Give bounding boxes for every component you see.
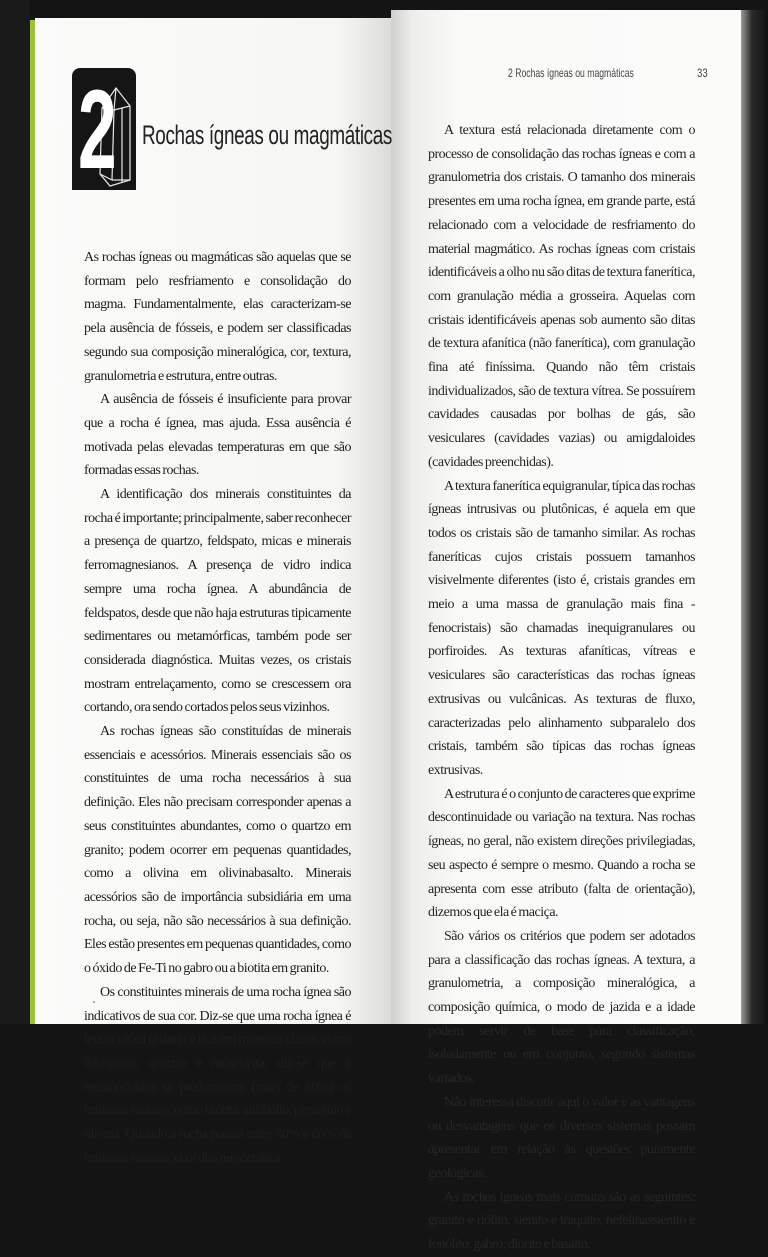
left-text-column bbox=[84, 246, 351, 1170]
paragraph: São vários os critérios que podem ser adotados para a classificação das rochas ígneas. A textura, a granulometria, a composição mineralógica, a composição química, o modo de jazida e a idade podem servir de base para classificação, isoladamente ou em conjunto, segundo sistemas variados. bbox=[428, 928, 695, 1087]
book-edge bbox=[0, 0, 30, 1024]
chapter-number-badge bbox=[72, 68, 136, 190]
right-text-column bbox=[428, 119, 695, 1257]
paragraph: As rochas ígneas ou magmáticas são aquelas que se formam pelo resfriamento e consolidação do magma. Fundamentalmente, elas caracterizam-se pela ausência de fósseis, e podem ser classificadas segundo sua composição mineralógica, cor, textura, granulometria e estrutura, entre outras. bbox=[84, 250, 351, 384]
running-head: 2 Rochas ígneas ou magmáticas bbox=[508, 66, 634, 80]
book-right-edge bbox=[741, 10, 768, 1024]
paragraph: As rochas ígneas são constituídas de minerais essenciais e acessórios. Minerais essenciais são os constituintes de uma rocha necessários à sua definição. Eles não precisam corresponder apenas a seus constituintes abundantes, como o quartzo em granito; podem ocorrer em pequenas quantidades, como a olivina em olivinabasalto. Minerais acessórios são de importância subsidiária em uma rocha, ou seja, não são necessários à sua definição. Eles estão presentes em pequenas quantidades, como o óxido de Fe-Ti no gabro ou a biotita em granito. bbox=[84, 724, 351, 977]
paragraph: Os constituintes minerais de uma rocha ígnea são indicativos de sua cor. Diz-se que uma rocha ígnea é leucocrática quando é rica em minerais claros, como feldspatos, quartzo e moscovita; diz-se que é melanocrática se predominam (mais de 60%) os minerais escuros, como biotita, anfibólio, piroxênio e olivina. Quando a rocha possui entre 30% e 60% de minerais escuros, ela é dita mesocrática. bbox=[84, 984, 351, 1166]
page-number: 33 bbox=[697, 66, 708, 80]
paragraph: A textura está relacionada diretamente com o processo de consolidação das rochas ígneas e com a granulometria dos cristais. O tamanho dos minerais presentes em uma rocha ígnea, em grande parte, está relacionado com a velocidade de resfriamento do material magmático. As rochas ígneas com cristais identificáveis a olho nu são ditas de textura fanerítica, com granulação média a grosseira. Aquelas com cristais identificáveis apenas sob aumento são ditas de textura afanítica (não fanerítica), com granulação fina até finíssima. Quando não têm cristais individualizados, são de textura vítrea. Se possuírem cavidades causadas por bolhas de gás, são vesiculares (cavidades vazias) ou amigdaloides (cavidades preenchidas). bbox=[428, 123, 695, 470]
paragraph: Não interessa discutir aqui o valor e as vantagens ou desvantagens que os diversos sistemas possam apresentar em relação às questões puramente geológicas. bbox=[428, 1094, 695, 1181]
paragraph: A identificação dos minerais constituintes da rocha é importante; principalmente, saber reconhecer a presença de quartzo, feldspato, micas e minerais ferromagnesianos. A presença de vidro indica sempre uma rocha ígnea. A abundância de feldspatos, desde que não haja estruturas tipicamente sedimentares ou metamórficas, também pode ser considerada diagnóstica. Muitas vezes, os cristais mostram entrelaçamento, como se crescessem ora cortando, ora sendo cortados pelos seus vizinhos. bbox=[84, 487, 351, 716]
chapter-number: 2 bbox=[78, 67, 117, 192]
paragraph: A textura fanerítica equigranular, típica das rochas ígneas intrusivas ou plutônicas, é aquela em que todos os cristais são de tamanho similar. As rochas faneríticas cujos cristais possuem tamanhos visivelmente diferentes (isto é, cristais grandes em meio a uma massa de granulação mais fina - fenocristais) são chamadas inequigranulares ou porfiroides. As texturas afaníticas, vítreas e vesiculares são características das rochas ígneas extrusivas ou vulcânicas. As texturas de fluxo, caracterizadas pelo alinhamento subparalelo dos cristais, também são típicas das rochas ígneas extrusivas. bbox=[428, 478, 695, 778]
page-speck bbox=[93, 1001, 95, 1003]
paragraph: A estrutura é o conjunto de caracteres que exprime descontinuidade ou variação na textura. Nas rochas ígneas, no geral, não existem direções privilegiadas, seu aspecto é sempre o mesmo. Quando a rocha se apresenta com esse atributo (falta de orientação), dizemos que ela é maciça. bbox=[428, 786, 695, 921]
paragraph: As rochas ígneas mais comuns são as seguintes: granito e riólito, sienito e traquito, nefelinassienito e fonólito, gabro, diorito e basalto. bbox=[428, 1189, 695, 1253]
chapter-title: Rochas ígneas ou magmáticas bbox=[142, 120, 393, 150]
paragraph: A ausência de fósseis é insuficiente para provar que a rocha é ígnea, mas ajuda. Essa ausência é motivada pelas elevadas temperaturas em que são formadas essas rochas. bbox=[84, 392, 351, 479]
